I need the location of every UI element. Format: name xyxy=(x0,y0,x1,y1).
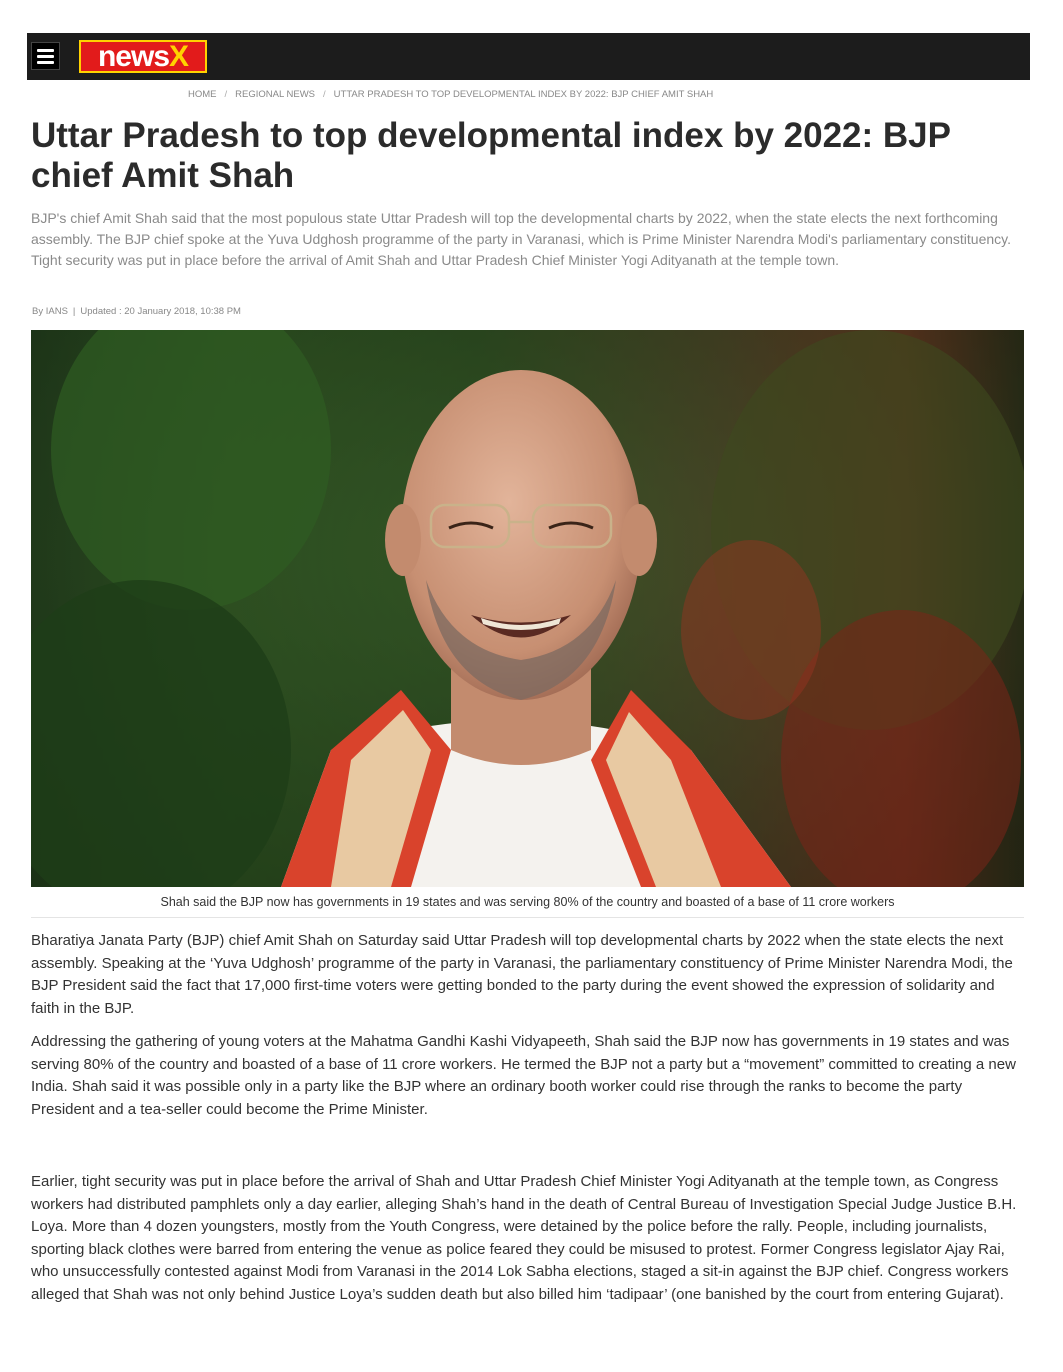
article-title: Uttar Pradesh to top developmental index by 2022: BJP chief Amit Shah xyxy=(31,116,951,195)
byline-divider: | xyxy=(72,306,76,317)
breadcrumb-separator: / xyxy=(323,89,326,100)
breadcrumb-home[interactable]: HOME xyxy=(188,89,217,100)
portrait-illustration xyxy=(31,330,1024,887)
breadcrumb-regional-news[interactable]: REGIONAL NEWS xyxy=(235,89,316,100)
article-byline xyxy=(32,306,241,317)
logo-text: news xyxy=(97,39,169,73)
article-paragraph: Bharatiya Janata Party (BJP) chief Amit Shah on Saturday said Uttar Pradesh will top developmental charts by 2022 when the state elects the next assembly. Speaking at the ‘Yuva Udghosh’ programme of the party in Varanasi, the parliamentary constituency of Prime Minister Narendra Modi, the BJP President said the fact that 17,000 first-time voters were getting bonded to the party during the event showed the expression of solidarity and faith in the BJP. xyxy=(31,932,1013,1017)
publish-date: 20 January 2018, xyxy=(124,306,198,317)
caption-divider xyxy=(31,917,1024,918)
logo-accent: X xyxy=(169,39,189,73)
article-paragraph: Earlier, tight security was put in place before the arrival of Shah and Uttar Pradesh Chief Minister Yogi Adityanath at the temple town, as Congress workers had distributed pamphlets only a day earlier, alleging Shah’s hand in the death of Central Bureau of Investigation Special Judge Justice B.H. Loya. More than 4 dozen youngsters, mostly from the Youth Congress, were detained by the police before the rally. People, including journalists, sporting black clothes were barred from entering the venue as police feared they could be misused to protest. Former Congress legislator Ajay Rai, who unsuccessfully contested against Modi from Varanasi in the 2014 Lok Sabha elections, staged a sit-in against the BJP chief. Congress workers alleged that Shah was not only behind Justice Loya’s sudden death but also billed him ‘tadipaar’ (one banished by the court from entering Gujarat). xyxy=(31,1173,1017,1303)
by-label: By xyxy=(32,306,44,317)
top-navbar xyxy=(27,33,1030,80)
article-summary: BJP's chief Amit Shah said that the most populous state Uttar Pradesh will top the developmental charts by 2022, when the state elects the next forthcoming assembly. The BJP chief spoke at the Yuva Udghosh programme of the party in Varanasi, which is Prime Minister Narendra Modi's parliamentary constituency. Tight security was put in place before the arrival of Amit Shah and Uttar Pradesh Chief Minister Yogi Adityanath at the temple town. xyxy=(31,210,1012,268)
author-link[interactable]: IANS xyxy=(45,306,68,317)
article-paragraph: Addressing the gathering of young voters at the Mahatma Gandhi Kashi Vidyapeeth, Shah said the BJP now has governments in 19 states and was serving 80% of the country and boasted of a base of 11 crore workers. He termed the BJP not a party but a “movement” committed to creating a new India. Shah said it was possible only in a party like the BJP where an ordinary booth worker could rise through the ranks to become the party President and a tea-seller could become the Prime Minister. xyxy=(31,1033,1016,1118)
hamburger-menu-icon[interactable] xyxy=(31,42,60,70)
breadcrumb xyxy=(188,89,713,100)
updated-label: Updated : xyxy=(80,306,122,317)
site-logo[interactable] xyxy=(79,40,207,73)
image-caption: Shah said the BJP now has governments in 19 states and was serving 80% of the country and boasted of a base of 11 crore workers xyxy=(160,895,895,909)
breadcrumb-separator: / xyxy=(224,89,228,100)
publish-time: 10:38 PM xyxy=(200,306,241,317)
article-hero-image xyxy=(31,330,1024,887)
breadcrumb-current: UTTAR PRADESH TO TOP DEVELOPMENTAL INDEX BY 2022: BJP CHIEF AMIT SHAH xyxy=(333,89,714,100)
